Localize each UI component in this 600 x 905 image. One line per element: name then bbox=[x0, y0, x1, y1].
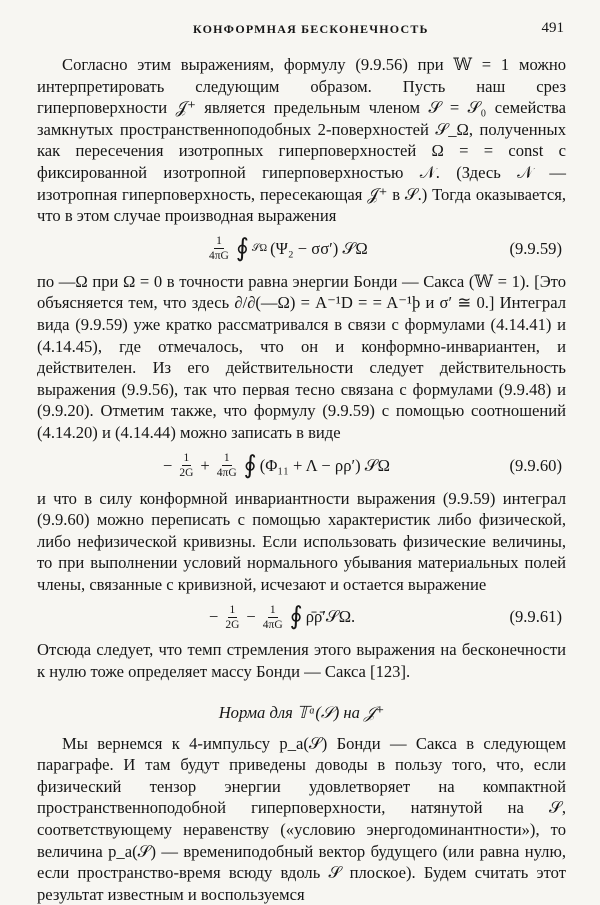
page-header bbox=[37, 0, 566, 54]
equation-number: (9.9.59) bbox=[509, 238, 562, 258]
contour-integral-sign: ∮ bbox=[243, 451, 257, 479]
equation-number: (9.9.60) bbox=[509, 455, 562, 475]
paragraph-1: Согласно этим выражениям, формулу (9.9.56) при 𝕎 = 1 можно интерпретировать следующим образом. Пусть наш срез гиперповерхности 𝒥⁺ является предельным членом 𝒮 = 𝒮₀ семейства замкнутых пространственноподобных 2-поверхностей 𝒮_Ω, полученных как пересечения изотропных гиперповерхностей Ω = = const с фиксированной изотропной гиперповерхностью 𝒩. (Здесь 𝒩 — изотропная гиперповерхность, пересекающая 𝒥⁺ в 𝒮.) Тогда оказывается, что в этом случае производная выражения bbox=[37, 55, 566, 226]
equation-9-9-60 bbox=[37, 444, 566, 488]
fraction: $\frac{1}{2G}$ bbox=[225, 603, 240, 631]
equation-9-9-60-expression bbox=[163, 452, 390, 479]
fraction: $\frac{1}{4\pi G}$ bbox=[216, 452, 237, 479]
equation-9-9-59-expression bbox=[205, 235, 368, 262]
paragraph-4: Отсюда следует, что темп стремления этого выражения на бесконечности к нулю тоже определяет массу Бонди — Сакса [123]. bbox=[37, 640, 566, 682]
paragraph-3: и что в силу конформной инвариантности выражения (9.9.59) интеграл (9.9.60) можно переписать с помощью характеристик либо физической, либо нефизической кривизны. Если использовать физические величины, то при выполнении условий нормального убывания материальных полей члены, связанные с кривизной, исчезают и остается выражение bbox=[37, 488, 566, 594]
section-heading: Норма для 𝕋ᵅ(𝒮) на 𝒥⁺ bbox=[218, 702, 385, 722]
fraction: $\frac{1}{2G}$ bbox=[179, 452, 194, 479]
equation-9-9-59 bbox=[37, 227, 566, 271]
integrand: (Φ₁₁ + Λ − ρρ′) 𝒮Ω bbox=[259, 455, 390, 475]
minus-sign: − bbox=[246, 607, 256, 627]
equation-9-9-61-expression bbox=[209, 604, 355, 631]
integrand: (Ψ₂ − σσ′) 𝒮Ω bbox=[270, 238, 368, 258]
minus-sign: − bbox=[209, 607, 219, 627]
fraction: $\frac{1}{4\pi G}$ bbox=[262, 603, 283, 631]
paragraph-2: по —Ω при Ω = 0 в точности равна энергии Бонди — Сакса (𝕎 = 1). [Это объясняется тем, что здесь ∂/∂(—Ω) = A⁻¹D = = A⁻¹þ и σ′ ≅ 0.] Интеграл вида (9.9.59) уже кратко рассматривался в связи с формулами (4.14.41) и (4.14.45), где отмечалось, что он и конформно-инвариантен, и действителен. Из его действительности следует действительность выражения (9.9.56), так что первая тесно связана с формулами (9.9.48) и (9.9.20). Отметим также, что формулу (9.9.59) с помощью соотношений (4.14.20) и (4.14.44) можно записать в виде bbox=[37, 271, 566, 442]
contour-integral-sign: ∮ bbox=[289, 603, 303, 631]
contour-integral-sign: ∮ bbox=[235, 234, 249, 262]
plus-sign: + bbox=[200, 455, 210, 475]
page-number: 491 bbox=[541, 20, 564, 36]
minus-sign: − bbox=[163, 455, 173, 475]
equation-number: (9.9.61) bbox=[509, 607, 562, 627]
paragraph-5: Мы вернемся к 4-импульсу p_a(𝒮) Бонди — Сакса в следующем параграфе. И там будут приведены доводы в пользу того, что, если физический тензор энергии удовлетворяет на компактной пространственноподобной гиперповерхности, натянутой на 𝒮, соответствующему неравенству («условию энергодоминантности»), то величина p_a(𝒮) — времениподобный вектор будущего (или равна нулю, если пространство-время всюду вдоль 𝒮 плоское). Будем считать этот результат известным и воспользуемся bbox=[37, 733, 566, 904]
integral-subscript: 𝒮Ω bbox=[251, 243, 268, 255]
integrand: ρ̄ρ̄′𝒮Ω. bbox=[305, 607, 356, 627]
equation-9-9-61 bbox=[37, 595, 566, 639]
running-title: КОНФОРМНАЯ БЕСКОНЕЧНОСТЬ bbox=[193, 22, 429, 36]
fraction: $\frac{1}{4\pi G}$ bbox=[209, 235, 229, 263]
